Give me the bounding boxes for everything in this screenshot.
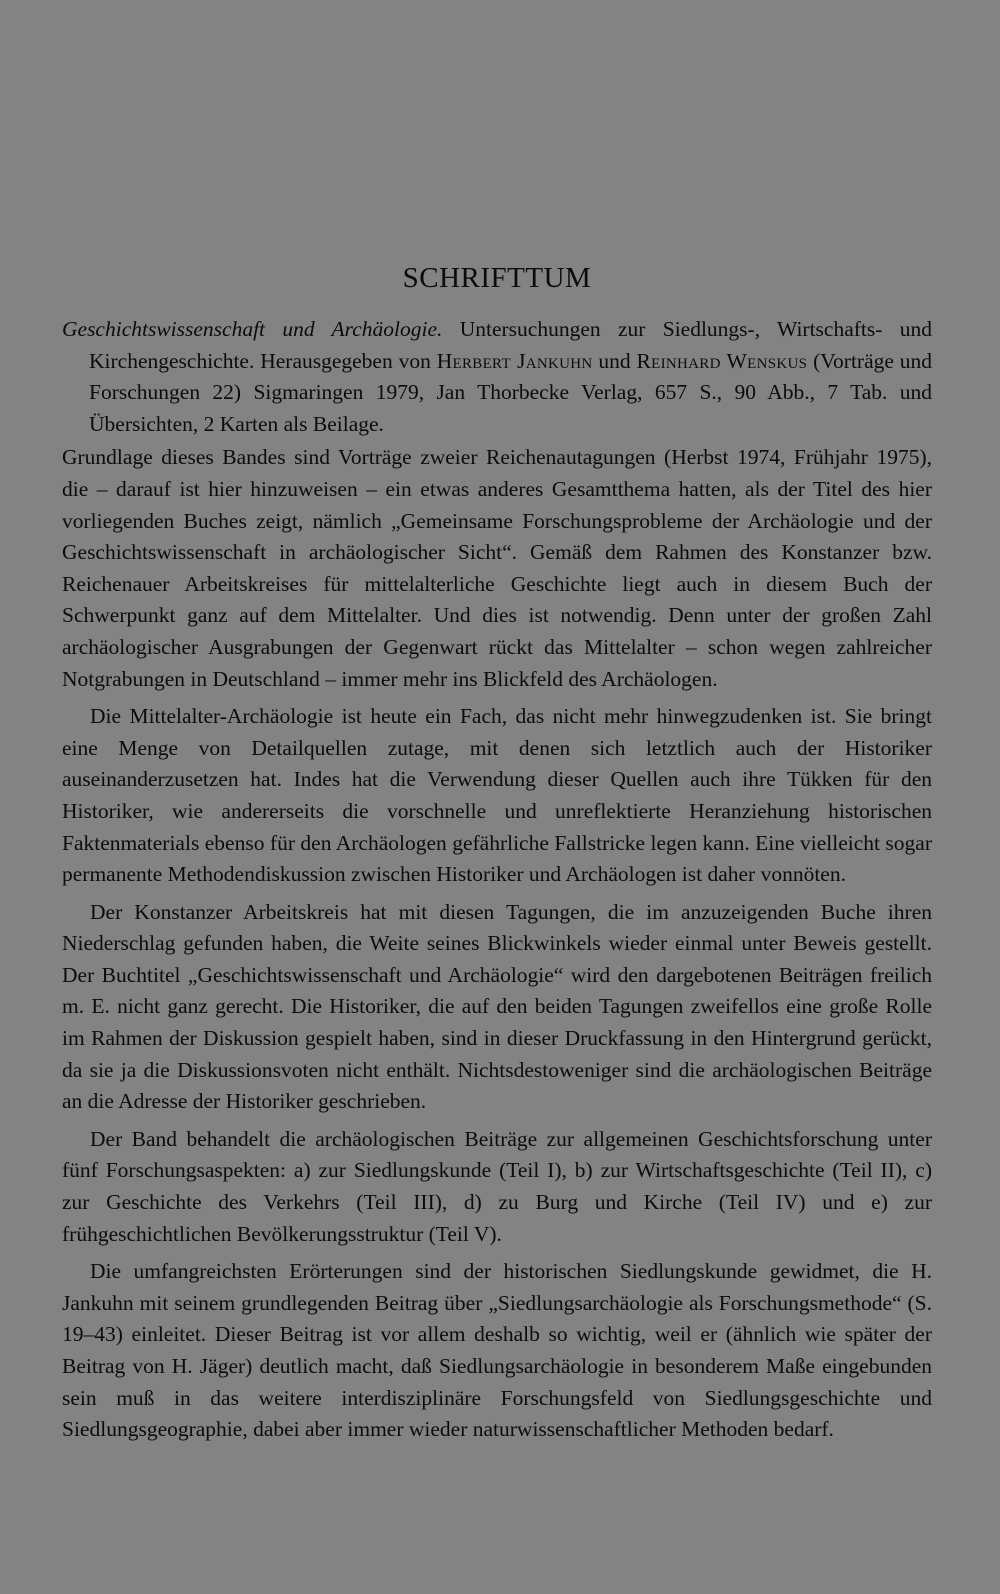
paragraph-4: Der Band behandelt die archäologischen Beiträge zur allgemeinen Geschichtsforschung unter fünf Forschungsaspekten: a) zur Siedlungskunde (Teil I), b) zur Wirtschaftsgeschichte (Teil II), c) zur Geschichte des Verkehrs (Teil III), d) zu Burg und Kirche (Teil IV) und e) zur frühgeschichtlichen Bevölkerungsstruktur (Teil V). bbox=[62, 1126, 932, 1246]
paragraph-5: Die umfangreichsten Erörterungen sind der historischen Siedlungskunde gewidmet, die H. Jankuhn mit seinem grundlegenden Beitrag über „Siedlungsarchäologie als Forschungsmethode“ (S. 19–43) einleitet. Dieser Beitrag ist vor allem deshalb so wichtig, weil er (ähnlich wie später der Beitrag von H. Jäger) deutlich macht, daß Siedlungsarchäologie in besonderem Maße eingebunden sein muß in das weitere interdisziplinäre Forschungsfeld von Siedlungsgeschichte und Siedlungsgeographie, dabei aber immer wieder naturwissenschaftlicher Methoden bedarf. bbox=[62, 1259, 932, 1442]
bib-text-1: Untersuchungen zur Siedlungs-, Wirtschafts- und Kirchengeschichte. Herausgegeben von bbox=[89, 317, 932, 373]
paragraph-3: Der Konstanzer Arbeitskreis hat mit diesen Tagungen, die im anzuzeigenden Buche ihren Niederschlag gefunden haben, die Weite seines Blickwinkels wieder einmal unter Beweis gestellt. Der Buchtitel „Geschichtswissenschaft und Archäologie“ wird den dargebotenen Beiträgen freilich m. E. nicht ganz gerecht. Die Historiker, die auf den beiden Tagungen zweifellos eine große Rolle im Rahmen der Diskussion gespielt haben, sind in dieser Druckfassung in den Hintergrund gerückt, da sie ja die Diskussionsvoten nicht enthält. Nichtsdestoweniger sind die archäologischen Beiträge an die Adresse der Historiker geschrieben. bbox=[62, 899, 932, 1114]
paragraph-2: Die Mittelalter-Archäologie ist heute ein Fach, das nicht mehr hinwegzudenken ist. Sie bringt eine Menge von Detailquellen zutage, mit denen sich letztlich auch der Historiker auseinanderzusetzen hat. Indes hat die Verwendung dieser Quellen auch ihre Tükken für den Historiker, wie andererseits die vorschnelle und unreflektierte Heranziehung historischen Faktenmaterials ebenso für den Archäologen gefährliche Fallstricke legen kann. Eine vielleicht sogar permanente Methodendiskussion zwischen Historiker und Archäologen ist daher vonnöten. bbox=[62, 704, 932, 887]
bib-text-3: (Vorträge und Forschungen 22) Sigmaringen 1979, Jan Thorbecke Verlag, 657 S., 90 Abb., 7 Tab. und Übersichten, 2 Karten als Beilage. bbox=[89, 348, 933, 436]
book-title: Geschichtswissenschaft und Archäologie. bbox=[62, 317, 443, 341]
editor-name-2: Reinhard Wenskus bbox=[636, 348, 808, 373]
bibliographic-entry bbox=[62, 314, 932, 440]
review-body bbox=[62, 314, 932, 1452]
paragraph-1: Grundlage dieses Bandes sind Vorträge zweier Reichenautagungen (Herbst 1974, Frühjahr 1975), die – darauf ist hier hinzuweisen – ein etwas anderes Gesamtthema hatten, als der Titel des hier vorliegenden Buches zeigt, nämlich „Gemeinsame Forschungsprobleme der Archäologie und der Geschichtswissenschaft in archäologischer Sicht“. Gemäß dem Rahmen des Konstanzer bzw. Reichenauer Arbeitskreises für mittelalterliche Geschichte liegt auch in diesem Buch der Schwerpunkt ganz auf dem Mittelalter. Und dies ist notwendig. Denn unter der großen Zahl archäologischer Ausgrabungen der Gegenwart rückt das Mittelalter – schon wegen zahlreicher Notgrabungen in Deutschland – immer mehr ins Blickfeld des Archäologen. bbox=[62, 445, 932, 691]
editor-name-1: Herbert Jankuhn bbox=[436, 348, 593, 373]
section-heading: SCHRIFTTUM bbox=[402, 262, 592, 294]
bib-text-2: und bbox=[592, 348, 637, 373]
